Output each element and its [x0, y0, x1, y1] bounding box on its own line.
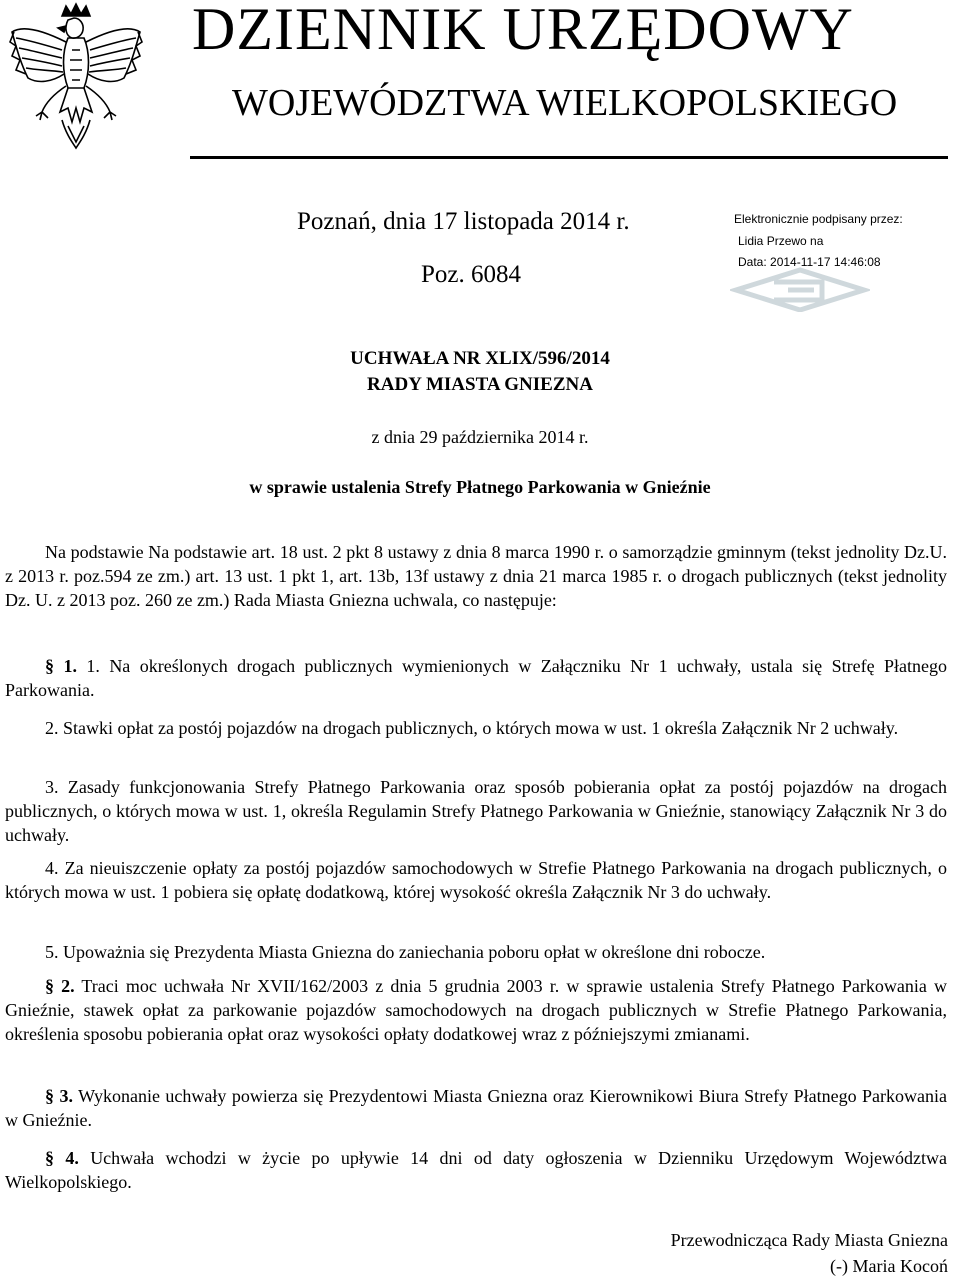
- signature-label: Elektronicznie podpisany przez:: [734, 212, 903, 226]
- section-sign: §: [45, 1148, 54, 1168]
- signatory-name: (-) Maria Kocoń: [830, 1256, 948, 1276]
- paragraph-2-number: 2.: [45, 718, 59, 738]
- paragraph-4-number: 4.: [45, 858, 59, 878]
- paragraph-2-text: Stawki opłat za postój pojazdów na drogach publicznych, o których mowa w ust. 1 określa Załącznik Nr 2 uchwały.: [63, 718, 899, 738]
- section-1-paragraph-4: [5, 856, 947, 904]
- paragraph-3-number: 3.: [45, 777, 59, 797]
- section-1-paragraph-3: [5, 775, 947, 847]
- section-sign: §: [45, 976, 54, 996]
- position-number: Poz. 6084: [421, 261, 521, 288]
- issuing-body: RADY MIASTA GNIEZNA: [367, 374, 593, 395]
- section-3-marker: 3.: [59, 1086, 73, 1106]
- paragraph-5-number: 5.: [45, 942, 59, 962]
- signature-logo-icon: [730, 266, 870, 312]
- paragraph-1-text: Na określonych drogach publicznych wymienionych w Załączniku Nr 1 uchwały, ustala się Strefę Płatnego Parkowania.: [5, 656, 948, 700]
- section-3-text: Wykonanie uchwały powierza się Prezydentowi Miasta Gniezna oraz Kierownikowi Biura Strefy Płatnego Parkowania w Gnieźnie.: [5, 1086, 948, 1130]
- section-2-text: Traci moc uchwała Nr XVII/162/2003 z dnia 5 grudnia 2003 r. w sprawie ustalenia Strefy Płatnego Parkowania w Gnieźnie, stawek opłat za parkowanie pojazdów samochodowych na drogach publicznych w Strefie Płatnego Parkowania, określenia sposobu pobierania opłat oraz wysokości opłaty dodatkowej wraz z późniejszymi zmianami.: [5, 976, 947, 1044]
- signature-block: [671, 1227, 948, 1279]
- section-4-text: Uchwała wchodzi w życie po upływie 14 dni od daty ogłoszenia w Dzienniku Urzędowym Województwa Wielkopolskiego.: [5, 1148, 947, 1192]
- paragraph-1-number: 1.: [86, 656, 100, 676]
- section-sign: §: [45, 1086, 54, 1106]
- section-4-marker: 4.: [65, 1148, 79, 1168]
- section-1-paragraph-2: [5, 716, 947, 740]
- section-4: [5, 1146, 947, 1194]
- section-3: [5, 1084, 947, 1132]
- paragraph-4-text: Za nieuiszczenie opłaty za postój pojazdów samochodowych w Strefie Płatnego Parkowania na drogach publicznych, o których mowa w ust. 1 pobiera się opłatę dodatkową, której wysokość określa Załącznik Nr 3 do uchwały.: [5, 858, 948, 902]
- resolution-date: z dnia 29 października 2014 r.: [371, 427, 589, 447]
- section-1-paragraph-1: [5, 654, 947, 702]
- section-1-marker: 1.: [63, 656, 77, 676]
- polish-eagle-emblem: [6, 2, 146, 152]
- section-2: [5, 974, 947, 1046]
- resolution-title: [0, 346, 960, 398]
- signer-name: Lidia Przewo na: [738, 234, 824, 248]
- section-2-marker: 2.: [61, 976, 75, 996]
- paragraph-5-text: Upoważnia się Prezydenta Miasta Gniezna do zaniechania poboru opłat w określone dni robocze.: [63, 942, 766, 962]
- gazette-title: DZIENNIK URZĘDOWY: [192, 0, 854, 62]
- resolution-subject: w sprawie ustalenia Strefy Płatnego Parkowania w Gnieźnie: [249, 477, 711, 497]
- signatory-role: Przewodnicząca Rady Miasta Gniezna: [670, 1230, 948, 1250]
- section-1-paragraph-5: [5, 940, 947, 964]
- section-sign: §: [45, 656, 54, 676]
- electronic-signature-block: [730, 210, 940, 300]
- signature-date: Data: 2014-11-17 14:46:08: [738, 255, 881, 269]
- preamble: Na podstawie Na podstawie art. 18 ust. 2 pkt 8 ustawy z dnia 8 marca 1990 r. o samorządzie gminnym (tekst jednolity Dz.U. z 2013 r. poz.594 ze zm.) art. 13 ust. 1 pkt 1, art. 13b, 13f ustawy z dnia 21 marca 1985 r. o drogach publicznych (tekst jednolity Dz. U. z 2013 poz. 260 ze zm.) Rada Miasta Gniezna uchwala, co następuje:: [5, 542, 947, 610]
- paragraph-3-text: Zasady funkcjonowania Strefy Płatnego Parkowania oraz sposób pobierania opłat za postój pojazdów na drogach publicznych, o których mowa w ust. 1, określa Regulamin Strefy Płatnego Parkowania w Gnieźnie, stanowiący Załącznik Nr 3 do uchwały.: [5, 777, 947, 845]
- masthead-divider: [190, 156, 948, 159]
- place-and-date: Poznań, dnia 17 listopada 2014 r.: [297, 208, 630, 235]
- gazette-subtitle: WOJEWÓDZTWA WIELKOPOLSKIEGO: [232, 82, 898, 124]
- resolution-number: UCHWAŁA NR XLIX/596/2014: [350, 348, 610, 369]
